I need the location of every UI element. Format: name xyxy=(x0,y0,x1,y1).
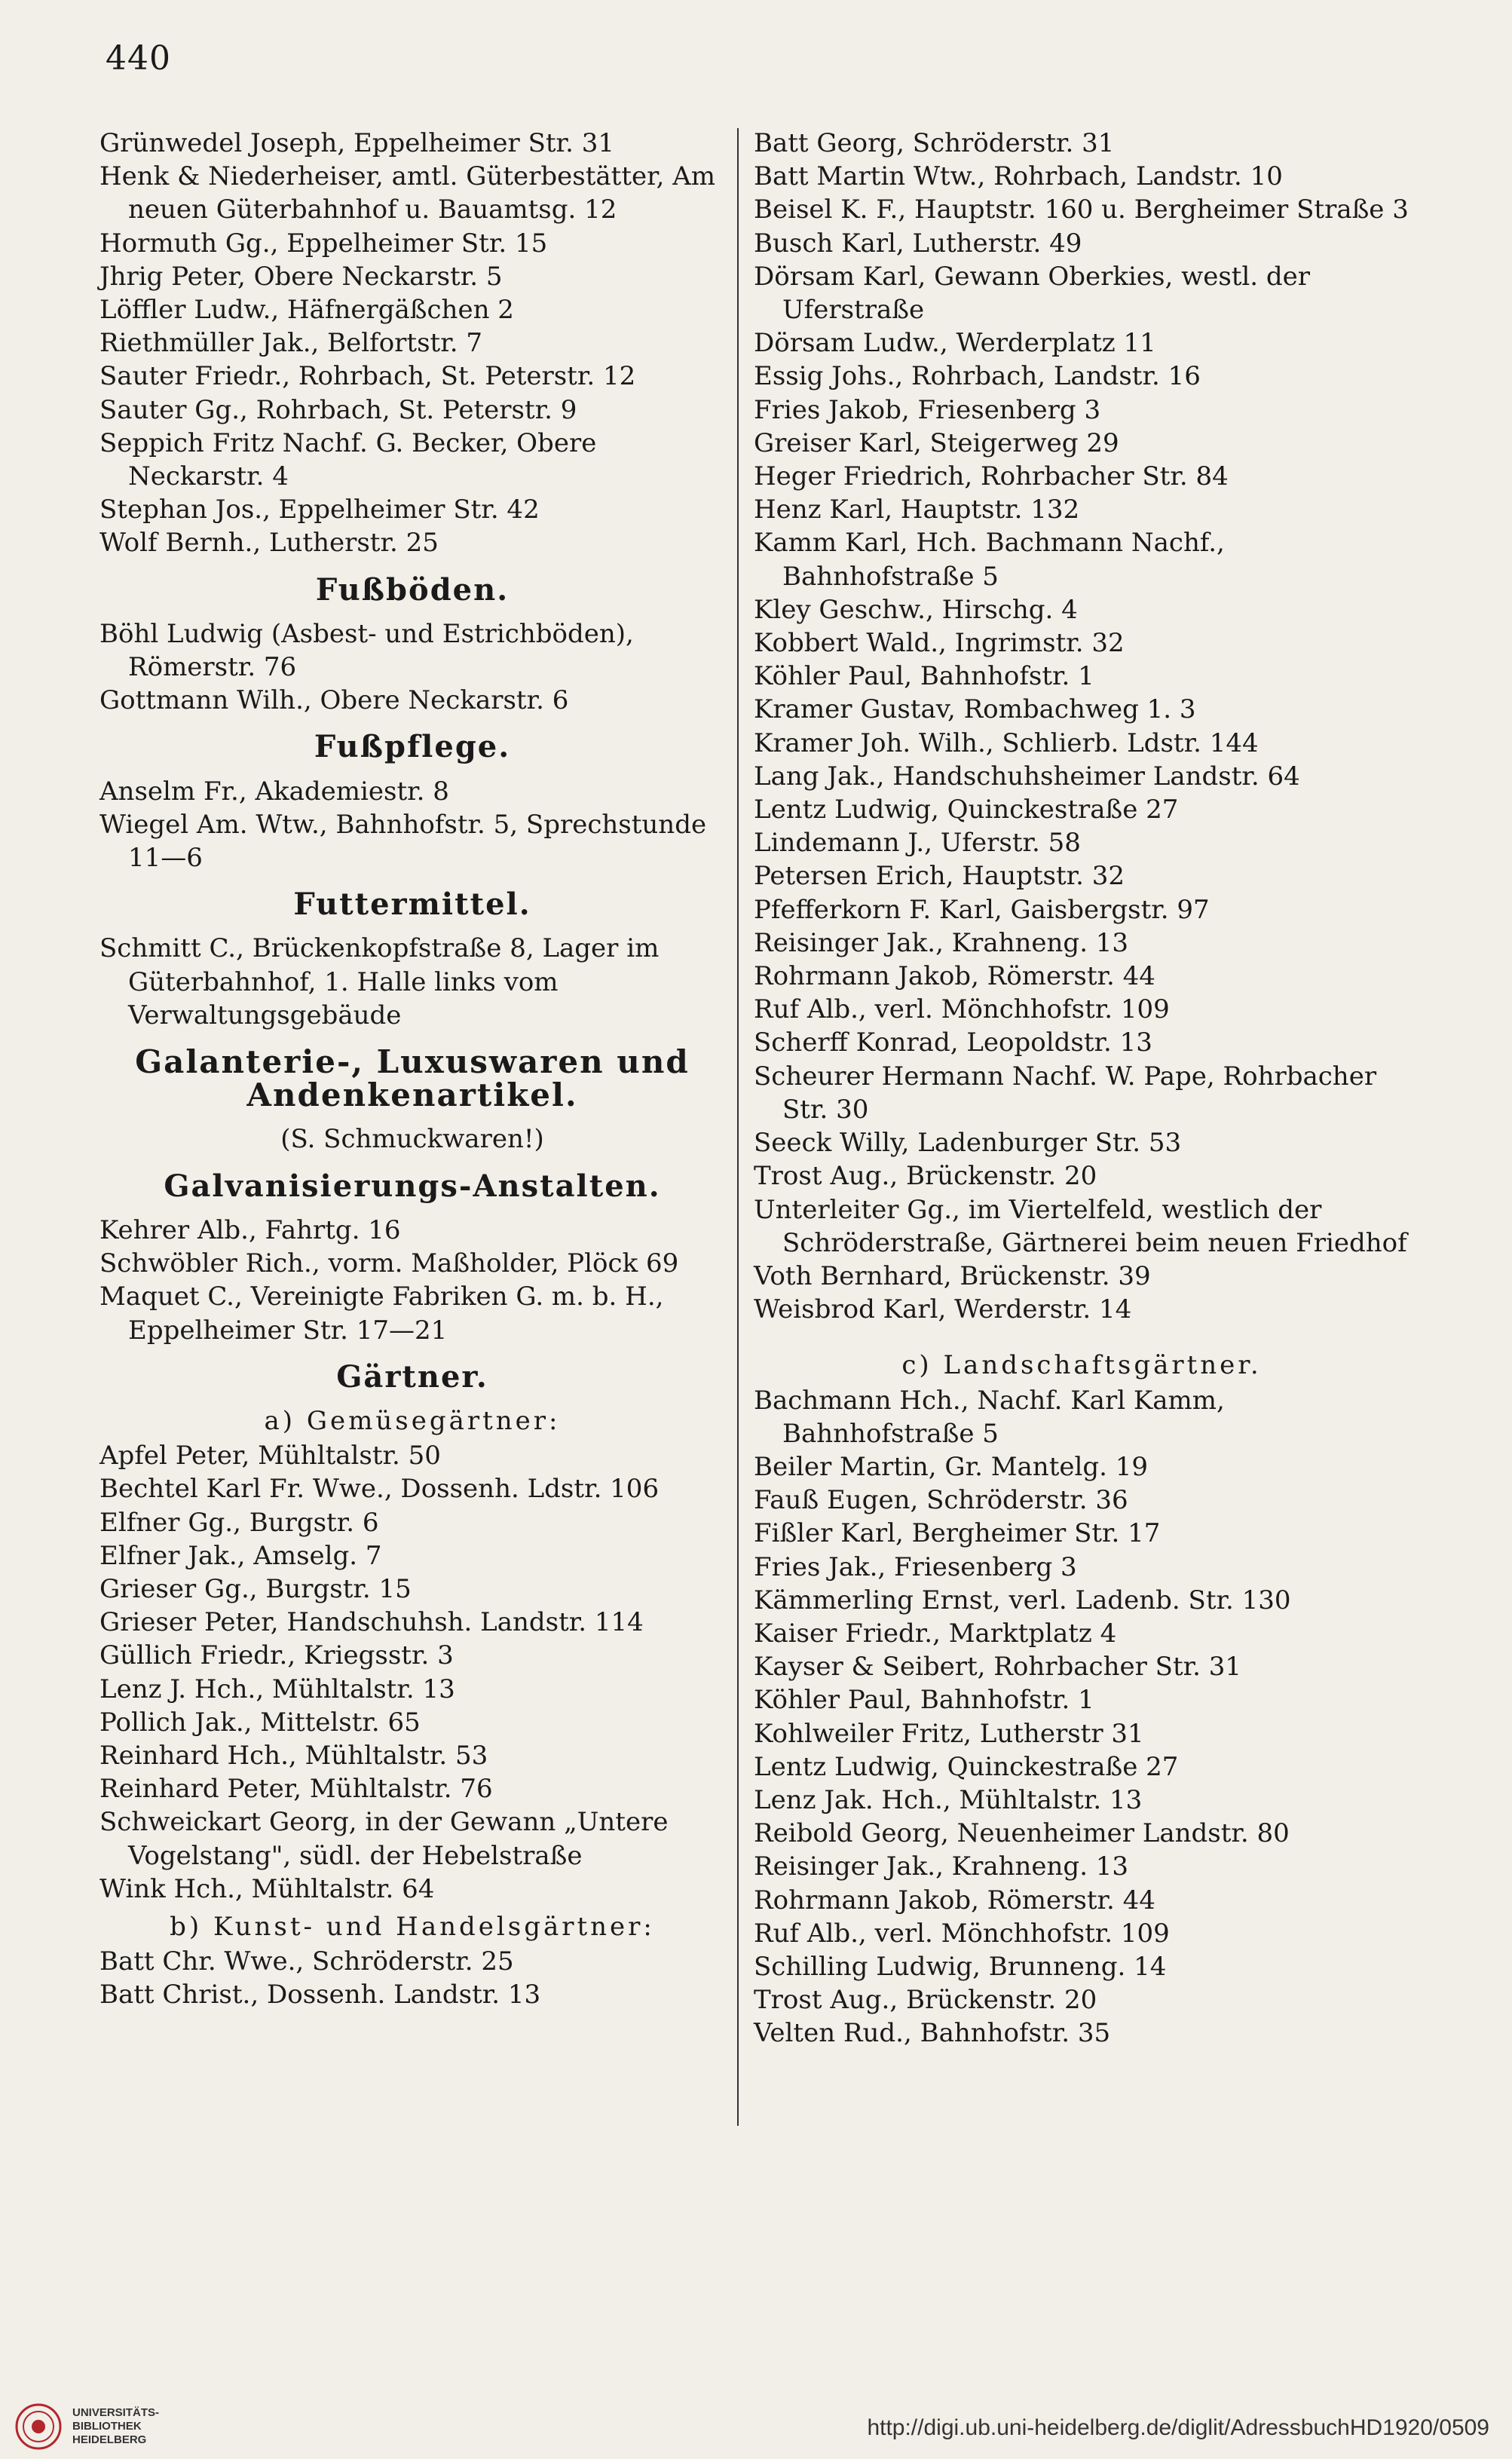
directory-entry: Dörsam Ludw., Werderplatz 11 xyxy=(754,328,1156,359)
directory-entry: Scheurer Hermann Nachf. W. Pape, Rohrbacher Str. 30 xyxy=(754,1061,1377,1125)
directory-entry: Petersen Erich, Hauptstr. 32 xyxy=(754,861,1125,892)
directory-entry: Kayser & Seibert, Rohrbacher Str. 31 xyxy=(754,1652,1242,1683)
directory-entry: Reinhard Hch., Mühltalstr. 53 xyxy=(99,1740,488,1771)
directory-entry: Kramer Joh. Wilh., Schlierb. Ldstr. 144 xyxy=(754,727,1259,758)
subsection-heading: b) Kunst- und Handelsgärtner: xyxy=(170,1911,655,1942)
directory-entry: Busch Karl, Lutherstr. 49 xyxy=(754,228,1082,259)
directory-entry: Seppich Fritz Nachf. G. Becker, Obere Neckarstr. 4 xyxy=(99,427,597,492)
section-heading: Gärtner. xyxy=(336,1358,488,1395)
directory-entry: Apfel Peter, Mühltalstr. 50 xyxy=(99,1441,441,1471)
directory-entry: Köhler Paul, Bahnhofstr. 1 xyxy=(754,1685,1094,1716)
directory-entry: Lenz Jak. Hch., Mühltalstr. 13 xyxy=(754,1784,1143,1815)
section-heading: Futtermittel. xyxy=(293,887,531,923)
directory-entry: Unterleiter Gg., im Viertelfeld, westlich der Schröderstraße, Gärtnerei beim neuen Friedhof xyxy=(754,1194,1407,1258)
directory-entry: Seeck Willy, Ladenburger Str. 53 xyxy=(754,1128,1182,1159)
directory-entry: Kehrer Alb., Fahrtg. 16 xyxy=(99,1214,401,1245)
column-divider xyxy=(737,128,739,2126)
directory-entry: Jhrig Peter, Obere Neckarstr. 5 xyxy=(99,261,503,292)
directory-entry: Schwöbler Rich., vorm. Maßholder, Plöck 69 xyxy=(99,1248,679,1279)
logo-line: UNIVERSITÄTS- xyxy=(72,2406,160,2419)
directory-entry: Güllich Friedr., Kriegsstr. 3 xyxy=(99,1640,454,1671)
directory-entry: Ruf Alb., verl. Mönchhofstr. 109 xyxy=(754,1918,1170,1949)
directory-entry: Wiegel Am. Wtw., Bahnhofstr. 5, Sprechstunde 11—6 xyxy=(99,809,707,874)
directory-entry: Fries Jakob, Friesenberg 3 xyxy=(754,394,1101,425)
directory-entry: Rohrmann Jakob, Römerstr. 44 xyxy=(754,1885,1155,1915)
directory-entry: Hormuth Gg., Eppelheimer Str. 15 xyxy=(99,228,548,259)
directory-entry: Kohlweiler Fritz, Lutherstr 31 xyxy=(754,1718,1144,1749)
page-number: 440 xyxy=(106,39,171,78)
directory-entry: Köhler Paul, Bahnhofstr. 1 xyxy=(754,661,1094,692)
logo-line: BIBLIOTHEK xyxy=(72,2420,142,2433)
directory-entry: Kämmerling Ernst, verl. Ladenb. Str. 130 xyxy=(754,1585,1291,1615)
directory-entry: Heger Friedrich, Rohrbacher Str. 84 xyxy=(754,461,1229,492)
directory-entry: Riethmüller Jak., Belfortstr. 7 xyxy=(99,328,482,359)
university-library-logo-icon xyxy=(15,2403,62,2450)
cross-reference-note: (S. Schmuckwaren!) xyxy=(280,1124,544,1155)
section-heading: Fußböden. xyxy=(315,571,510,608)
directory-entry: Fißler Karl, Bergheimer Str. 17 xyxy=(754,1518,1161,1549)
directory-entry: Henk & Niederheiser, amtl. Güterbestätter, Am neuen Güterbahnhof u. Bauamtsg. 12 xyxy=(99,161,716,225)
directory-entry: Weisbrod Karl, Werderstr. 14 xyxy=(754,1294,1132,1325)
directory-entry: Dörsam Karl, Gewann Oberkies, westl. der Uferstraße xyxy=(754,261,1311,326)
directory-entry: Sauter Friedr., Rohrbach, St. Peterstr. 12 xyxy=(99,361,636,392)
library-logo-text xyxy=(72,2406,159,2447)
directory-entry: Rohrmann Jakob, Römerstr. 44 xyxy=(754,961,1155,992)
directory-entry: Maquet C., Vereinigte Fabriken G. m. b. H., Eppelheimer Str. 17—21 xyxy=(99,1282,664,1346)
subsection-heading: c) Landschaftsgärtner. xyxy=(901,1350,1262,1381)
directory-entry: Batt Georg, Schröderstr. 31 xyxy=(754,128,1115,158)
directory-entry: Kley Geschw., Hirschg. 4 xyxy=(754,594,1078,625)
directory-entry: Lindemann J., Uferstr. 58 xyxy=(754,828,1081,859)
directory-entry: Wink Hch., Mühltalstr. 64 xyxy=(99,1873,435,1904)
directory-entry: Beiler Martin, Gr. Mantelg. 19 xyxy=(754,1451,1148,1482)
directory-entry: Kramer Gustav, Rombachweg 1. 3 xyxy=(754,694,1196,725)
directory-entry: Henz Karl, Hauptstr. 132 xyxy=(754,495,1080,525)
library-logo[interactable] xyxy=(15,2403,159,2450)
left-column xyxy=(99,127,725,2012)
directory-entry: Batt Chr. Wwe., Schröderstr. 25 xyxy=(99,1946,514,1977)
directory-entry: Greiser Karl, Steigerweg 29 xyxy=(754,427,1119,458)
logo-line: HEIDELBERG xyxy=(72,2433,147,2446)
directory-entry: Elfner Jak., Amselg. 7 xyxy=(99,1540,382,1571)
directory-entry: Reisinger Jak., Krahneng. 13 xyxy=(754,927,1129,958)
directory-entry: Anselm Fr., Akademiestr. 8 xyxy=(99,776,449,807)
directory-entry: Velten Rud., Bahnhofstr. 35 xyxy=(754,2018,1111,2049)
directory-entry: Grieser Gg., Burgstr. 15 xyxy=(99,1573,412,1604)
directory-entry: Batt Christ., Dossenh. Landstr. 13 xyxy=(99,1980,541,2010)
section-heading: Galanterie-, Luxuswaren und Andenkenartikel. xyxy=(135,1043,690,1114)
directory-entry: Kobbert Wald., Ingrimstr. 32 xyxy=(754,628,1125,659)
subsection-heading: a) Gemüsegärtner: xyxy=(264,1405,561,1436)
directory-entry: Bachmann Hch., Nachf. Karl Kamm, Bahnhofstraße 5 xyxy=(754,1385,1225,1449)
directory-entry: Pollich Jak., Mittelstr. 65 xyxy=(99,1707,421,1738)
directory-entry: Stephan Jos., Eppelheimer Str. 42 xyxy=(99,495,540,525)
directory-entry: Böhl Ludwig (Asbest- und Estrichböden), Römerstr. 76 xyxy=(99,618,634,683)
section-heading: Galvanisierungs-Anstalten. xyxy=(164,1168,661,1204)
directory-entry: Schweickart Georg, in der Gewann „Untere Vogelstang", südl. der Hebelstraße xyxy=(99,1807,669,1871)
directory-entry: Kamm Karl, Hch. Bachmann Nachf., Bahnhofstraße 5 xyxy=(754,528,1225,592)
directory-entry: Elfner Gg., Burgstr. 6 xyxy=(99,1507,379,1538)
directory-entry: Trost Aug., Brückenstr. 20 xyxy=(754,1161,1097,1192)
directory-entry: Wolf Bernh., Lutherstr. 25 xyxy=(99,528,439,559)
directory-entry: Fries Jak., Friesenberg 3 xyxy=(754,1551,1077,1582)
directory-entry: Essig Johs., Rohrbach, Landstr. 16 xyxy=(754,361,1201,392)
directory-entry: Reisinger Jak., Krahneng. 13 xyxy=(754,1851,1129,1882)
directory-entry: Sauter Gg., Rohrbach, St. Peterstr. 9 xyxy=(99,394,577,425)
directory-entry: Voth Bernhard, Brückenstr. 39 xyxy=(754,1260,1151,1291)
directory-entry: Ruf Alb., verl. Mönchhofstr. 109 xyxy=(754,994,1170,1025)
directory-entry: Beisel K. F., Hauptstr. 160 u. Bergheimer Straße 3 xyxy=(754,194,1409,225)
directory-entry: Lentz Ludwig, Quinckestraße 27 xyxy=(754,795,1179,825)
directory-entry: Lang Jak., Handschuhsheimer Landstr. 64 xyxy=(754,761,1300,792)
directory-entry: Lenz J. Hch., Mühltalstr. 13 xyxy=(99,1674,455,1704)
footer xyxy=(0,2397,1512,2459)
directory-entry: Kaiser Friedr., Marktplatz 4 xyxy=(754,1618,1117,1649)
source-url-link[interactable]: http://digi.ub.uni-heidelberg.de/diglit/AdressbuchHD1920/0509 xyxy=(867,2415,1489,2440)
directory-entry: Batt Martin Wtw., Rohrbach, Landstr. 10 xyxy=(754,161,1283,192)
directory-entry: Fauß Eugen, Schröderstr. 36 xyxy=(754,1485,1128,1516)
directory-entry: Lentz Ludwig, Quinckestraße 27 xyxy=(754,1751,1179,1782)
directory-entry: Trost Aug., Brückenstr. 20 xyxy=(754,1985,1097,2016)
directory-entry: Scherff Konrad, Leopoldstr. 13 xyxy=(754,1027,1152,1058)
right-column xyxy=(754,127,1409,2050)
directory-entry: Grieser Peter, Handschuhsh. Landstr. 114 xyxy=(99,1607,644,1638)
section-heading: Fußpflege. xyxy=(314,729,511,765)
directory-entry: Schmitt C., Brückenkopfstraße 8, Lager im Güterbahnhof, 1. Halle links vom Verwaltungsgebäude xyxy=(99,933,660,1030)
directory-entry: Löffler Ludw., Häfnergäßchen 2 xyxy=(99,295,514,326)
directory-entry: Pfefferkorn F. Karl, Gaisbergstr. 97 xyxy=(754,894,1210,925)
directory-entry: Reibold Georg, Neuenheimer Landstr. 80 xyxy=(754,1818,1290,1849)
directory-entry: Grünwedel Joseph, Eppelheimer Str. 31 xyxy=(99,128,614,158)
directory-entry: Reinhard Peter, Mühltalstr. 76 xyxy=(99,1774,493,1805)
directory-entry: Schilling Ludwig, Brunneng. 14 xyxy=(754,1951,1167,1982)
directory-entry: Gottmann Wilh., Obere Neckarstr. 6 xyxy=(99,685,569,716)
directory-entry: Bechtel Karl Fr. Wwe., Dossenh. Ldstr. 106 xyxy=(99,1474,660,1505)
